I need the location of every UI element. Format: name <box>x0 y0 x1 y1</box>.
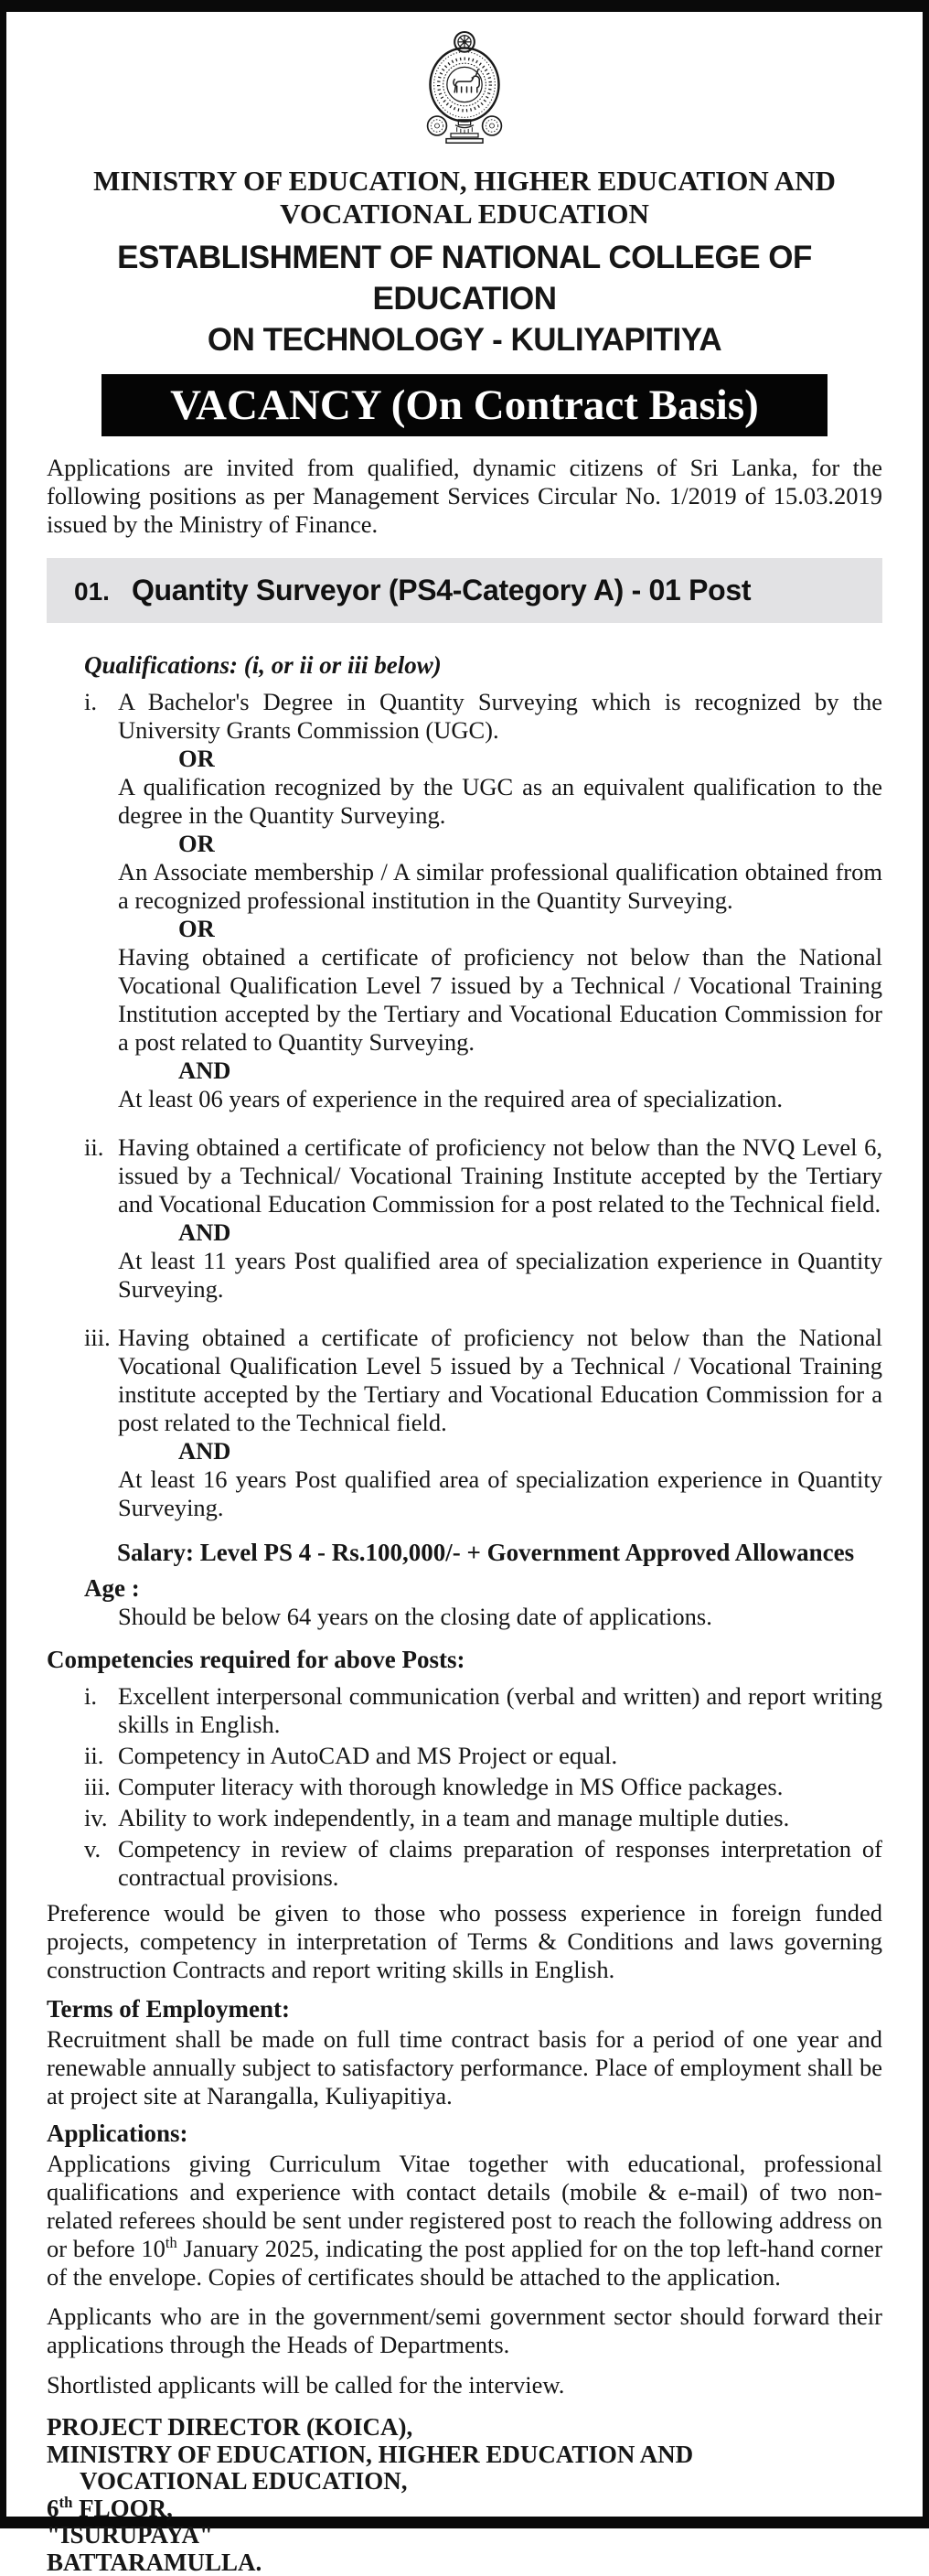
competency-text: Competency in review of claims preparation of responses interpretation of contractual provisions. <box>118 1835 882 1892</box>
shortlist-note: Shortlisted applicants will be called for the interview. <box>47 2371 882 2399</box>
qualifications-heading: Qualifications: (i, or ii or iii below) <box>84 651 882 680</box>
competency-item <box>84 1773 882 1801</box>
applications-paragraph <box>47 2150 882 2292</box>
address-line-3: VOCATIONAL EDUCATION, <box>80 2468 882 2496</box>
qualification-text: A qualification recognized by the UGC as an equivalent qualification to the degree in the Quantity Surveying. <box>118 773 882 830</box>
terms-heading: Terms of Employment: <box>47 1995 882 2023</box>
qualification-item-iii <box>84 1324 882 1522</box>
qualification-text: Having obtained a certificate of proficiency not below than the NVQ Level 6, issued by a Technical/ Vocational Training Institute accepted by the Tertiary and Vocational Education Commission for a post related to the Technical field. <box>118 1133 882 1218</box>
sri-lanka-national-emblem-icon <box>419 23 510 151</box>
intro-paragraph: Applications are invited from qualified, dynamic citizens of Sri Lanka, for the following positions as per Management Services Circular No. 1/2019 of 15.03.2019 issued by the Ministry of Finance. <box>47 454 882 539</box>
and-connector: AND <box>178 1218 882 1247</box>
competency-label: i. <box>84 1682 118 1739</box>
qualification-item-iii-label: iii. <box>84 1324 118 1522</box>
vacancy-banner: VACANCY (On Contract Basis) <box>101 374 828 436</box>
establishment-title-line1: ESTABLISHMENT OF NATIONAL COLLEGE OF EDUCATION <box>47 237 882 319</box>
date-ordinal: th <box>166 2234 177 2251</box>
competency-item <box>84 1804 882 1832</box>
address-line-6: BATTARAMULLA. <box>47 2549 882 2576</box>
age-label: Age : <box>84 1574 882 1603</box>
competency-text: Computer literacy with thorough knowledge in MS Office packages. <box>118 1773 882 1801</box>
address-line-5: "ISURUPAYA" <box>47 2522 882 2549</box>
qualification-text: Having obtained a certificate of proficiency not below than the National Vocational Qualification Level 7 issued by a Technical / Vocational Training Institution accepted by the Tertiary and Vocational Education Commission for a post related to Quantity Surveying. <box>118 943 882 1057</box>
or-connector: OR <box>178 745 882 773</box>
or-connector: OR <box>178 915 882 943</box>
terms-paragraph: Recruitment shall be made on full time contract basis for a period of one year and renewable annually subject to satisfactory performance. Place of employment shall be at project site at Narangalla, Kuliyapitiya. <box>47 2025 882 2110</box>
applications-text-after-date: January 2025, indicating the post applied for on the top left-hand corner of the envelope. Copies of certificates should be attached to the application. <box>47 2235 882 2291</box>
competency-label: iv. <box>84 1804 118 1832</box>
address-line-4: 6th FLOOR, <box>47 2496 882 2523</box>
qualification-item-i-label: i. <box>84 688 118 1113</box>
ministry-title-line2: VOCATIONAL EDUCATION <box>47 198 882 231</box>
competency-text: Ability to work independently, in a team and manage multiple duties. <box>118 1804 882 1832</box>
competency-item <box>84 1682 882 1739</box>
government-sector-note: Applicants who are in the government/semi government sector should forward their applications through the Heads of Departments. <box>47 2302 882 2359</box>
qualification-text: At least 06 years of experience in the required area of specialization. <box>118 1085 882 1113</box>
emblem-container <box>47 23 882 156</box>
closing-date: 10th <box>141 2235 176 2262</box>
position-banner <box>47 558 882 623</box>
floor-ordinal: th <box>59 2494 73 2511</box>
qualification-item-ii-label: ii. <box>84 1133 118 1304</box>
qualification-text: At least 11 years Post qualified area of specialization experience in Quantity Surveying. <box>118 1247 882 1304</box>
competency-label: ii. <box>84 1742 118 1770</box>
address-line-1: PROJECT DIRECTOR (KOICA), <box>47 2414 882 2442</box>
age-text: Should be below 64 years on the closing date of applications. <box>118 1603 882 1631</box>
ministry-title <box>47 165 882 231</box>
ministry-title-line1: MINISTRY OF EDUCATION, HIGHER EDUCATION AND <box>47 165 882 198</box>
postal-address <box>47 2414 882 2576</box>
applications-heading: Applications: <box>47 2120 882 2148</box>
competency-label: iii. <box>84 1773 118 1801</box>
position-title: Quantity Surveyor (PS4-Category A) - 01 Post <box>132 574 751 607</box>
qualification-item-ii <box>84 1133 882 1304</box>
address-line-2: MINISTRY OF EDUCATION, HIGHER EDUCATION AND <box>47 2442 882 2469</box>
position-number: 01. <box>74 577 110 606</box>
preference-paragraph: Preference would be given to those who possess experience in foreign funded projects, competency in interpretation of Terms & Conditions and laws governing construction Contracts and report writing skills in English. <box>47 1899 882 1984</box>
qualification-text: A Bachelor's Degree in Quantity Surveying which is recognized by the University Grants Commission (UGC). <box>118 688 882 745</box>
competency-text: Excellent interpersonal communication (verbal and written) and report writing skills in English. <box>118 1682 882 1739</box>
competency-item <box>84 1835 882 1892</box>
competency-text: Competency in AutoCAD and MS Project or equal. <box>118 1742 882 1770</box>
and-connector: AND <box>178 1437 882 1465</box>
qualification-item-i <box>84 688 882 1113</box>
or-connector: OR <box>178 830 882 858</box>
establishment-title <box>47 237 882 360</box>
competencies-heading: Competencies required for above Posts: <box>47 1646 882 1674</box>
and-connector: AND <box>178 1057 882 1085</box>
applications-text-before-date: Applications giving Curriculum Vitae together with educational, professional qualifications and experience with contact details (mobile & e-mail) of two non- related referees should be sent under registered post to reach the following address on or before <box>47 2150 882 2262</box>
qualification-text: Having obtained a certificate of proficiency not below than the National Vocational Qualification Level 5 issued by a Technical / Vocational Training institute accepted by the Tertiary and Vocational Education Commission for a post related to the Technical field. <box>118 1324 882 1437</box>
qualification-text: An Associate membership / A similar professional qualification obtained from a recognized professional institution in the Quantity Surveying. <box>118 858 882 915</box>
competency-item <box>84 1742 882 1770</box>
qualification-text: At least 16 years Post qualified area of specialization experience in Quantity Surveying. <box>118 1465 882 1522</box>
competency-label: v. <box>84 1835 118 1892</box>
salary-line: Salary: Level PS 4 - Rs.100,000/- + Government Approved Allowances <box>117 1539 882 1567</box>
establishment-title-line2: ON TECHNOLOGY - KULIYAPITIYA <box>47 319 882 360</box>
